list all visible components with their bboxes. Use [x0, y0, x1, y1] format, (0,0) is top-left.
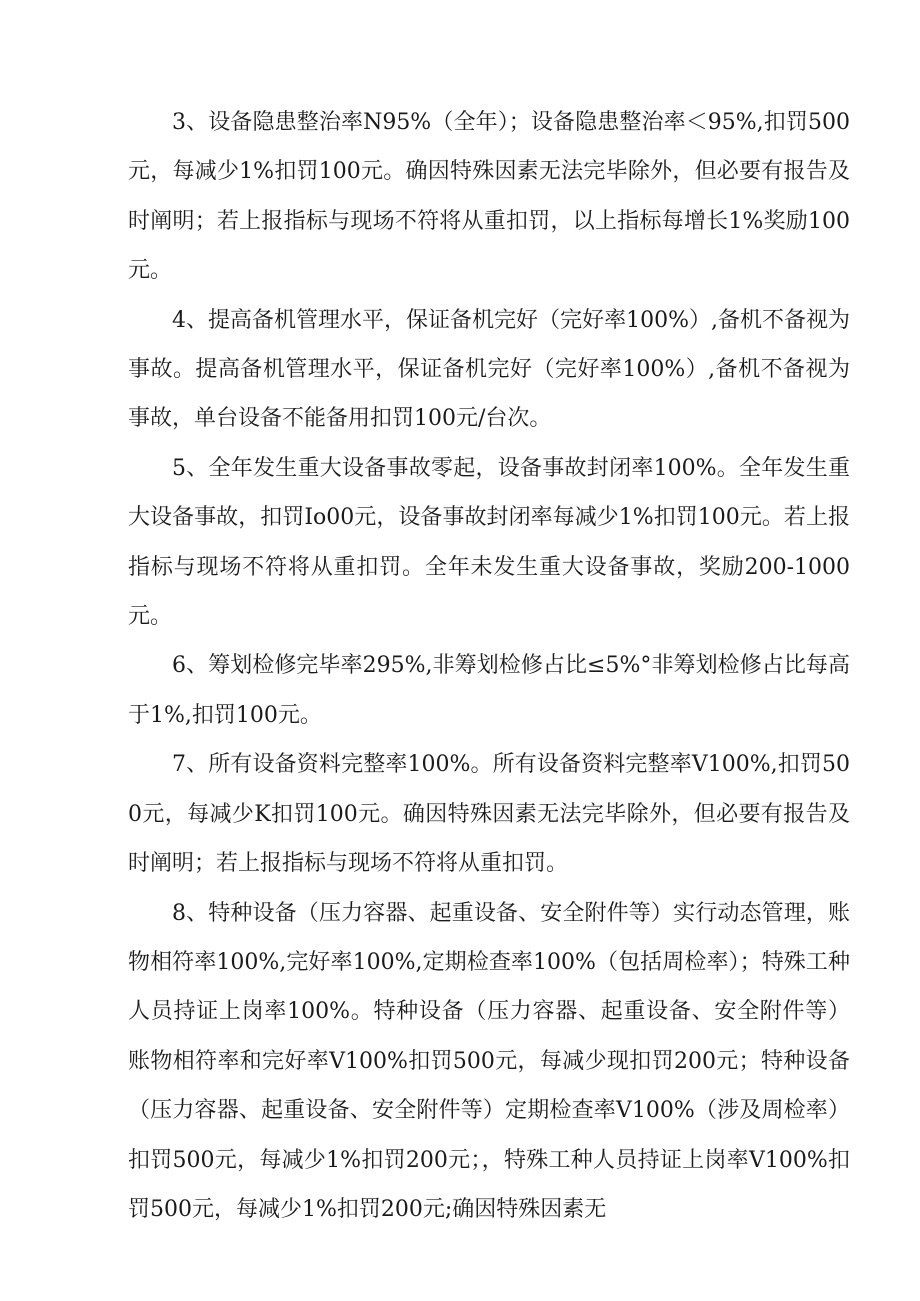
paragraph-item-3: 3、设备隐患整治率N95%（全年）；设备隐患整治率＜95%,扣罚500元，每减少1%扣罚100元。确因特殊因素无法完毕除外，但必要有报告及时阐明；若上报指标与现场不符将从重扣罚，以上指标每增长1%奖励100元。 [128, 110, 850, 284]
document-body [128, 98, 850, 1234]
paragraph-item-7: 7、所有设备资料完整率100%。所有设备资料完整率V100%,扣罚500元，每减少K扣罚100元。确因特殊因素无法完毕除外，但必要有报告及时阐明；若上报指标与现场不符将从重扣罚。 [128, 752, 850, 877]
paragraph-item-4: 4、提高备机管理水平，保证备机完好（完好率100%）,备机不备视为事故。提高备机管理水平，保证备机完好（完好率100%）,备机不备视为事故，单台设备不能备用扣罚100元/台次。 [128, 307, 850, 432]
paragraph-item-8: 8、特种设备（压力容器、起重设备、安全附件等）实行动态管理，账物相符率100%,完好率100%,定期检查率100%（包括周检率）；特殊工种人员持证上岗率100%。特种设备（压力容器、起重设备、安全附件等）账物相符率和完好率V100%扣罚500元，每减少现扣罚200元；特种设备（压力容器、起重设备、安全附件等）定期检查率V100%（涉及周检率）扣罚500元，每减少1%扣罚200元；，特殊工种人员持证上岗率V100%扣罚500元，每减少1%扣罚200元;确因特殊因素无 [128, 900, 850, 1222]
paragraph-item-6: 6、筹划检修完毕率295%,非筹划检修占比≤5%°非筹划检修占比每高于1%,扣罚100元。 [128, 653, 850, 728]
paragraph-item-5: 5、全年发生重大设备事故零起，设备事故封闭率100%。全年发生重大设备事故，扣罚Io00元，设备事故封闭率每减少1%扣罚100元。若上报指标与现场不符将从重扣罚。全年未发生重大设备事故，奖励200-1000元。 [128, 455, 850, 630]
